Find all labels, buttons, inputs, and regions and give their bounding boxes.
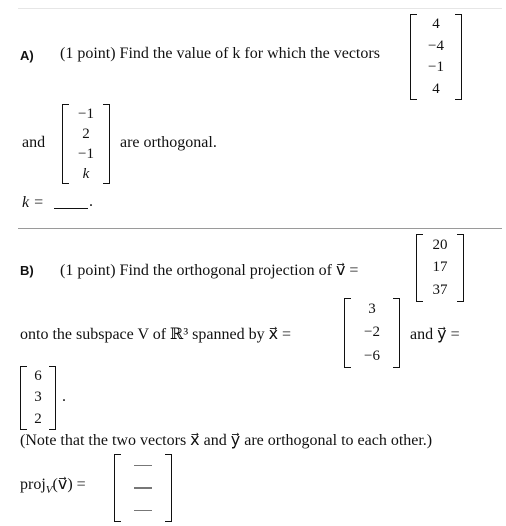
projection-label xyxy=(20,474,86,496)
vector-y-entry: 6 xyxy=(34,368,42,385)
vector-v xyxy=(416,234,464,302)
section-divider xyxy=(18,228,502,229)
k-answer-field[interactable] xyxy=(54,208,88,209)
orthogonal-note: (Note that the two vectors x⃗ and y⃗ are orthogonal to each other.) xyxy=(20,432,433,449)
proj-argument: (v⃗) = xyxy=(52,476,86,493)
vector-y-entry: 2 xyxy=(34,410,42,427)
vector-x-entry: −6 xyxy=(364,347,380,364)
vector-a2 xyxy=(62,104,110,184)
projection-answer-field[interactable] xyxy=(129,504,157,518)
vector-a2-entry: −1 xyxy=(78,105,94,122)
vector-a1-entry: −1 xyxy=(428,59,444,76)
period: . xyxy=(62,388,66,405)
vector-a2-entry: 2 xyxy=(82,125,90,142)
vector-a2-entry: −1 xyxy=(78,145,94,162)
part-b-label: B) xyxy=(20,263,34,278)
vector-v-entry: 17 xyxy=(432,259,448,276)
and-text: and xyxy=(22,134,46,151)
vector-x-entry: 3 xyxy=(368,301,376,318)
vector-x-entry: −2 xyxy=(364,324,380,341)
orthogonal-suffix: are orthogonal. xyxy=(120,134,217,151)
period: . xyxy=(89,193,93,210)
k-answer-label: k = xyxy=(22,194,44,211)
part-a-label: A) xyxy=(20,48,34,63)
projection-answer-field[interactable] xyxy=(129,481,157,495)
projection-answer-field[interactable] xyxy=(129,458,157,472)
vector-a1-entry: 4 xyxy=(432,16,440,33)
projection-answer-vector xyxy=(114,454,172,522)
onto-subspace-text: onto the subspace V of ℝ³ spanned by x⃗ = xyxy=(20,326,292,343)
proj-subscript: V xyxy=(45,484,53,497)
vector-v-entry: 37 xyxy=(432,282,448,299)
part-a-prompt: (1 point) Find the value of k for which the vectors xyxy=(60,45,380,62)
vector-a1 xyxy=(410,14,462,100)
top-divider xyxy=(18,8,502,9)
vector-y-entry: 3 xyxy=(34,389,42,406)
vector-v-entry: 20 xyxy=(432,236,448,253)
vector-a2-entry: k xyxy=(82,165,90,182)
and-y-text: and y⃗ = xyxy=(410,326,460,343)
vector-a1-entry: 4 xyxy=(432,80,440,97)
vector-y xyxy=(20,366,56,430)
part-b-prompt: (1 point) Find the orthogonal projection of v⃗ = xyxy=(60,262,359,279)
vector-a1-entry: −4 xyxy=(428,37,444,54)
vector-x xyxy=(344,298,400,368)
proj-text: proj xyxy=(20,476,46,493)
